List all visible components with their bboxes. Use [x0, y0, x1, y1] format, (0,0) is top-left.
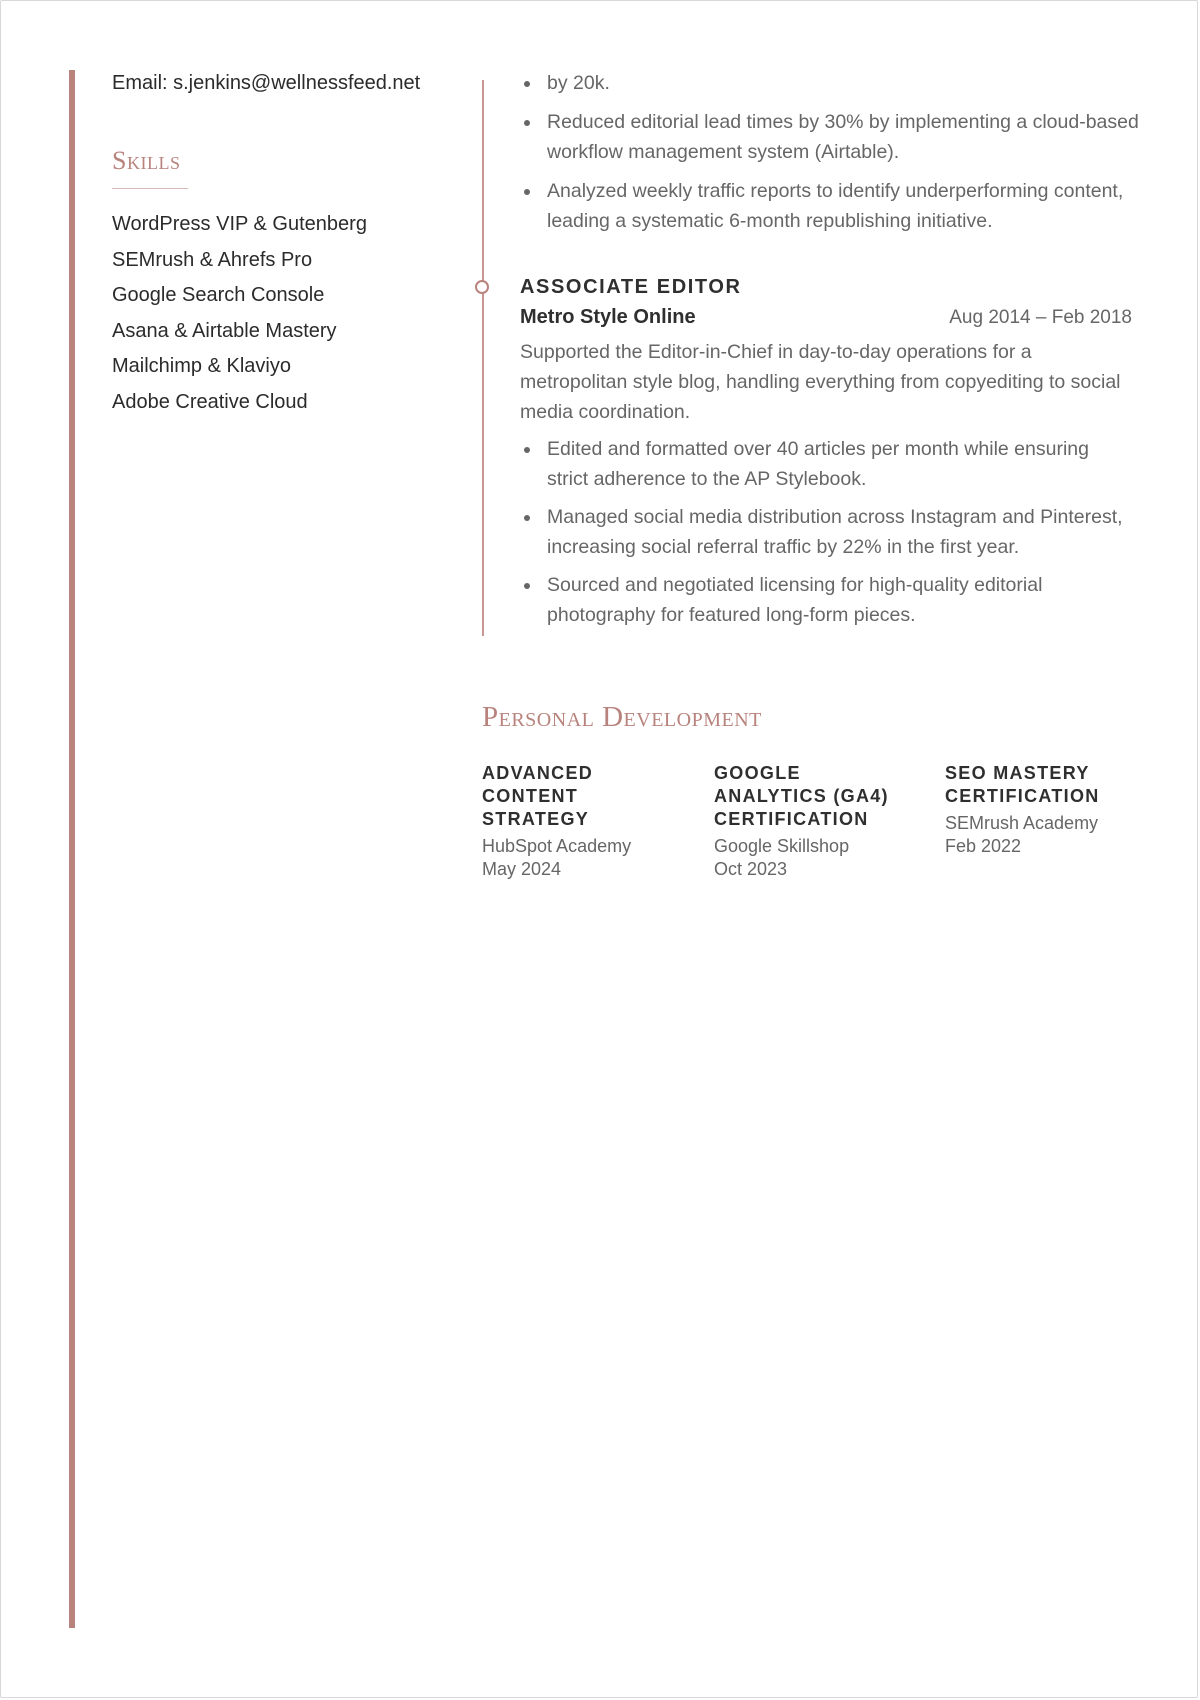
skill-item: Adobe Creative Cloud — [112, 390, 308, 413]
skills-heading-underline — [112, 188, 188, 189]
achievement-bullet: Sourced and negotiated licensing for high-quality editorial photography for featured long-form pieces. — [520, 570, 1132, 630]
certification-title: SEO MASTERY CERTIFICATION — [945, 763, 1100, 806]
certification-item — [482, 762, 682, 881]
skill-item: Mailchimp & Klaviyo — [112, 355, 291, 377]
timeline-marker — [475, 280, 489, 294]
skills-heading: Skills — [112, 146, 181, 175]
achievement-bullet: Edited and formatted over 40 articles per month while ensuring strict adherence to the AP Stylebook. — [520, 434, 1132, 494]
job-summary: Supported the Editor-in-Chief in day-to-day operations for a metropolitan style blog, handling everything from copyediting to social media coordination. — [520, 341, 1121, 423]
job-dates: Aug 2014 – Feb 2018 — [949, 307, 1132, 328]
certification-item — [945, 762, 1145, 858]
job-entry — [520, 274, 1132, 638]
achievement-bullet: Reduced editorial lead times by 30% by implementing a cloud-based workflow management system (Airtable). — [520, 107, 1140, 167]
job-title: ASSOCIATE EDITOR — [520, 276, 742, 298]
achievement-bullet: Analyzed weekly traffic reports to identify underperforming content, leading a systematic 6-month republishing initiative. — [520, 176, 1140, 236]
personal-development-heading: Personal Development — [482, 701, 762, 733]
experience-timeline-line — [482, 80, 484, 636]
skill-item: SEMrush & Ahrefs Pro — [112, 248, 313, 271]
certification-date: Oct 2023 — [714, 859, 788, 879]
skill-item: Google Search Console — [112, 284, 325, 306]
skill-item: WordPress VIP & Gutenberg — [112, 213, 367, 235]
skills-list — [112, 211, 432, 415]
achievement-bullet: Managed social media distribution across Instagram and Pinterest, increasing social referral traffic by 22% in the first year. — [520, 502, 1132, 562]
left-column — [112, 70, 432, 424]
certification-item — [714, 762, 914, 881]
achievement-bullet: by 20k. — [520, 68, 1140, 98]
job-bullets — [520, 434, 1132, 630]
job-meta — [520, 304, 1132, 331]
certification-date: Feb 2022 — [945, 836, 1022, 856]
certification-provider: HubSpot Academy — [482, 836, 632, 856]
certification-date: May 2024 — [482, 859, 562, 879]
certification-provider: Google Skillshop — [714, 836, 850, 856]
accent-bar — [69, 70, 75, 1628]
certification-provider: SEMrush Academy — [945, 813, 1099, 833]
email-line: Email: s.jenkins@wellnessfeed.net — [112, 72, 421, 94]
skill-item: Asana & Airtable Mastery — [112, 319, 337, 342]
previous-role-bullets — [520, 68, 1140, 245]
certification-title: GOOGLE ANALYTICS (GA4) CERTIFICATION — [714, 763, 889, 829]
certification-title: ADVANCED CONTENT STRATEGY — [482, 763, 594, 829]
job-company: Metro Style Online — [520, 306, 696, 328]
